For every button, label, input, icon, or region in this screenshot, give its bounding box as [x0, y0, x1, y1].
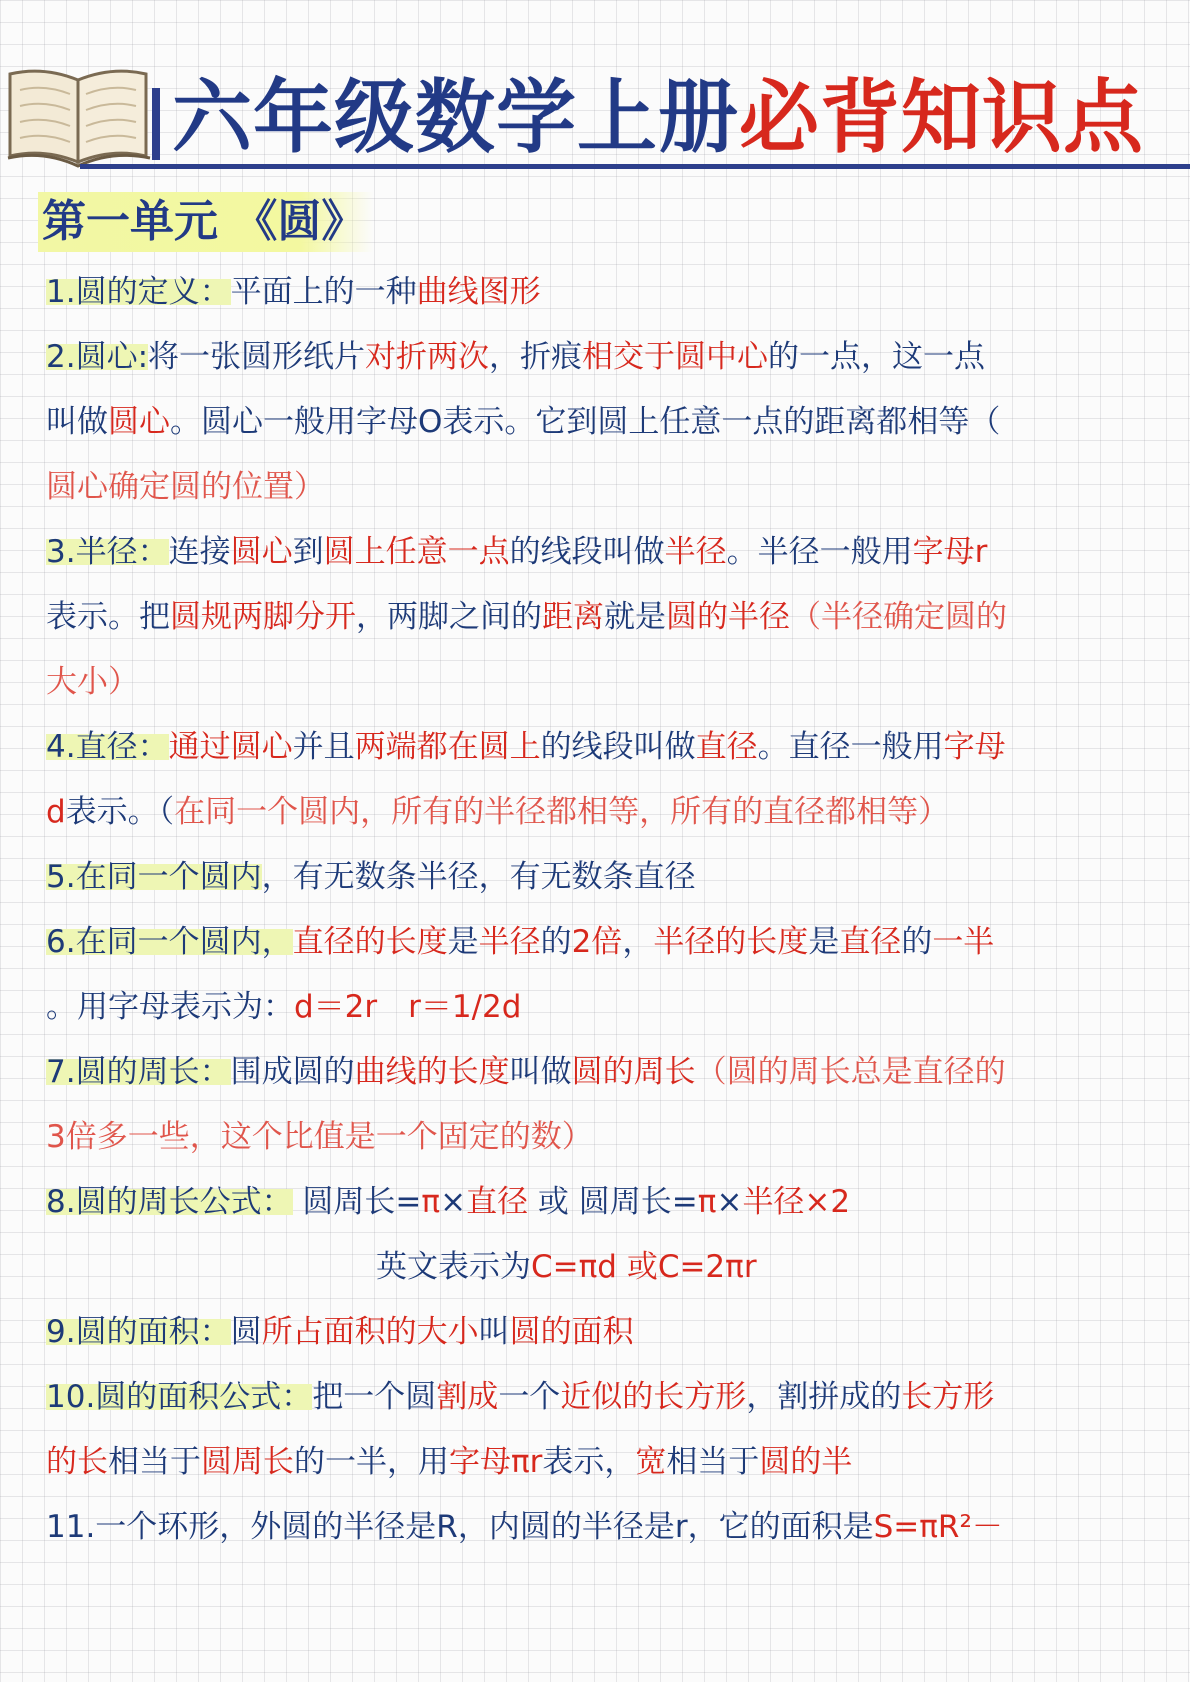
text-segment: 或: [528, 1184, 579, 1220]
text-segment: 半径: [664, 534, 727, 570]
text-segment: π: [421, 1184, 441, 1220]
text-line: [46, 975, 1166, 1040]
text-segment: 圆: [230, 1314, 262, 1350]
text-line: [46, 1040, 1166, 1105]
title-main: 六年级数学上册: [172, 71, 739, 164]
text-segment: π: [697, 1184, 717, 1220]
point-label: 9.圆的面积：: [46, 1314, 231, 1350]
title-underline: [80, 164, 1190, 169]
knowledge-points: [46, 260, 1166, 1560]
text-segment: C=πd 或C=2πr: [531, 1249, 757, 1285]
text-line: [46, 325, 1166, 390]
point-label: 6.在同一个圆内，: [46, 924, 293, 960]
text-segment: 半径的长度: [653, 924, 809, 960]
text-segment: ，: [622, 924, 654, 960]
text-segment: 圆的面积: [509, 1314, 634, 1350]
text-segment: 11.一个环形，外圆的半径是R，内圆的半径是r，它的面积是: [46, 1509, 874, 1545]
text-line: [46, 1300, 1166, 1365]
text-segment: 直径: [695, 729, 758, 765]
text-segment: 所占面积的大小: [261, 1314, 479, 1350]
text-segment: 圆的半: [759, 1444, 853, 1480]
text-line: [46, 1170, 1166, 1235]
text-segment: 相当于: [666, 1444, 760, 1480]
text-line: [46, 260, 1166, 325]
text-segment: 直径: [466, 1184, 529, 1220]
text-segment: ×: [440, 1184, 467, 1220]
text-segment: 圆上任意一点: [323, 534, 510, 570]
text-line: [46, 1365, 1166, 1430]
text-segment: 表示，: [542, 1444, 636, 1480]
text-segment: 平面上的一种: [230, 274, 417, 310]
text-segment: 连接: [168, 534, 231, 570]
text-segment: 圆心确定圆的位置）: [46, 469, 325, 505]
text-segment: 距离: [542, 599, 604, 635]
text-line: [46, 910, 1166, 975]
text-segment: 圆周长=: [578, 1184, 698, 1220]
text-segment: 曲线图形: [416, 274, 541, 310]
text-segment: d: [46, 794, 66, 830]
text-segment: 的线段叫做: [540, 729, 696, 765]
open-book-icon: [4, 62, 154, 172]
text-segment: 的线段叫做: [509, 534, 665, 570]
text-segment: 的: [540, 924, 572, 960]
text-segment: 大小）: [46, 664, 139, 700]
point-label: 8.圆的周长公式：: [46, 1184, 293, 1220]
text-segment: 。圆心一般用字母O表示。它到圆上任意一点的距离都相等（: [170, 404, 1001, 440]
text-line: [46, 1235, 1166, 1300]
unit-heading: 第一单元 《圆》: [38, 192, 373, 252]
text-line: [46, 390, 1166, 455]
page-title: [172, 68, 1144, 168]
text-line: [46, 715, 1166, 780]
title-highlight: 必背知识点: [739, 71, 1144, 164]
point-label: 2.圆心:: [46, 339, 149, 375]
text-segment: 2倍: [571, 924, 623, 960]
text-segment: ×: [716, 1184, 743, 1220]
text-segment: 一个: [498, 1379, 561, 1415]
text-segment: 是: [447, 924, 479, 960]
text-segment: 围成圆的: [230, 1054, 355, 1090]
text-segment: 。用字母表示为：: [46, 989, 294, 1025]
text-segment: 字母πr: [449, 1444, 543, 1480]
text-segment: 圆规两脚分开: [170, 599, 356, 635]
text-segment: 3倍多一些，这个比值是一个固定的数）: [46, 1119, 593, 1155]
text-segment: 叫做: [509, 1054, 572, 1090]
text-segment: 半径: [478, 924, 541, 960]
text-segment: 将一张圆形纸片: [148, 339, 366, 375]
text-segment: 长方形: [901, 1379, 995, 1415]
text-segment: （半径确定圆的: [790, 599, 1007, 635]
text-line: [46, 1495, 1166, 1560]
text-segment: （圆的周长总是直径的: [695, 1054, 1006, 1090]
text-line: [46, 1430, 1166, 1495]
text-segment: 对折两次: [365, 339, 490, 375]
text-segment: 直径的长度: [292, 924, 448, 960]
text-segment: 两端都在圆上: [354, 729, 541, 765]
text-segment: 叫做: [46, 404, 108, 440]
text-segment: d＝2r r＝1/2d: [294, 989, 522, 1025]
text-segment: 英文表示为: [376, 1249, 531, 1285]
text-segment: S=πR²－: [873, 1509, 1003, 1545]
text-segment: 表示。（: [65, 794, 175, 830]
text-segment: 的一点，这一点: [768, 339, 986, 375]
point-label: 4.直径：: [46, 729, 169, 765]
text-line: [46, 845, 1166, 910]
text-segment: 近似的长方形: [560, 1379, 747, 1415]
text-segment: 宽: [635, 1444, 667, 1480]
text-segment: ，割拼成的: [746, 1379, 902, 1415]
text-segment: 。直径一般用: [757, 729, 944, 765]
header: [0, 40, 1190, 180]
text-segment: 的长: [46, 1444, 108, 1480]
text-line: [46, 455, 1166, 520]
text-segment: 圆心: [108, 404, 170, 440]
text-segment: ，折痕: [489, 339, 583, 375]
text-segment: 字母: [943, 729, 1006, 765]
text-segment: 到: [292, 534, 324, 570]
text-segment: 就是: [604, 599, 666, 635]
text-segment: 圆周长: [201, 1444, 294, 1480]
text-segment: ，两脚之间的: [356, 599, 542, 635]
text-segment: 把一个圆: [312, 1379, 437, 1415]
point-label: 1.圆的定义：: [46, 274, 231, 310]
text-segment: 圆的半径: [666, 599, 790, 635]
text-segment: 圆周长=: [292, 1184, 422, 1220]
text-line: [46, 585, 1166, 650]
text-segment: 圆的周长: [571, 1054, 696, 1090]
text-segment: ，有无数条半径，有无数条直径: [261, 859, 696, 895]
text-segment: 半径×2: [742, 1184, 851, 1220]
text-segment: 的一半，用: [294, 1444, 449, 1480]
text-segment: 的: [901, 924, 933, 960]
text-segment: 并且: [292, 729, 355, 765]
title-accent-bar: [152, 88, 160, 160]
text-segment: 相当于: [108, 1444, 201, 1480]
text-line: [46, 520, 1166, 585]
point-label: 3.半径：: [46, 534, 169, 570]
text-line: [46, 1105, 1166, 1170]
text-line: [46, 650, 1166, 715]
text-segment: 直径: [839, 924, 902, 960]
text-segment: 叫: [478, 1314, 510, 1350]
text-line: [46, 780, 1166, 845]
point-label: 7.圆的周长：: [46, 1054, 231, 1090]
text-segment: 表示。把: [46, 599, 170, 635]
text-segment: 。半径一般用: [726, 534, 913, 570]
point-label: 10.圆的面积公式：: [46, 1379, 313, 1415]
text-segment: 在同一个圆内，所有的半径都相等，所有的直径都相等）: [174, 794, 950, 830]
text-segment: 相交于圆中心: [582, 339, 769, 375]
text-segment: 曲线的长度: [354, 1054, 510, 1090]
text-segment: 割成: [436, 1379, 499, 1415]
text-segment: 字母r: [912, 534, 988, 570]
text-segment: 一半: [932, 924, 995, 960]
text-segment: 通过圆心: [168, 729, 293, 765]
point-label: 5.在同一个圆内: [46, 859, 262, 895]
text-segment: 是: [808, 924, 840, 960]
text-segment: 圆心: [230, 534, 293, 570]
